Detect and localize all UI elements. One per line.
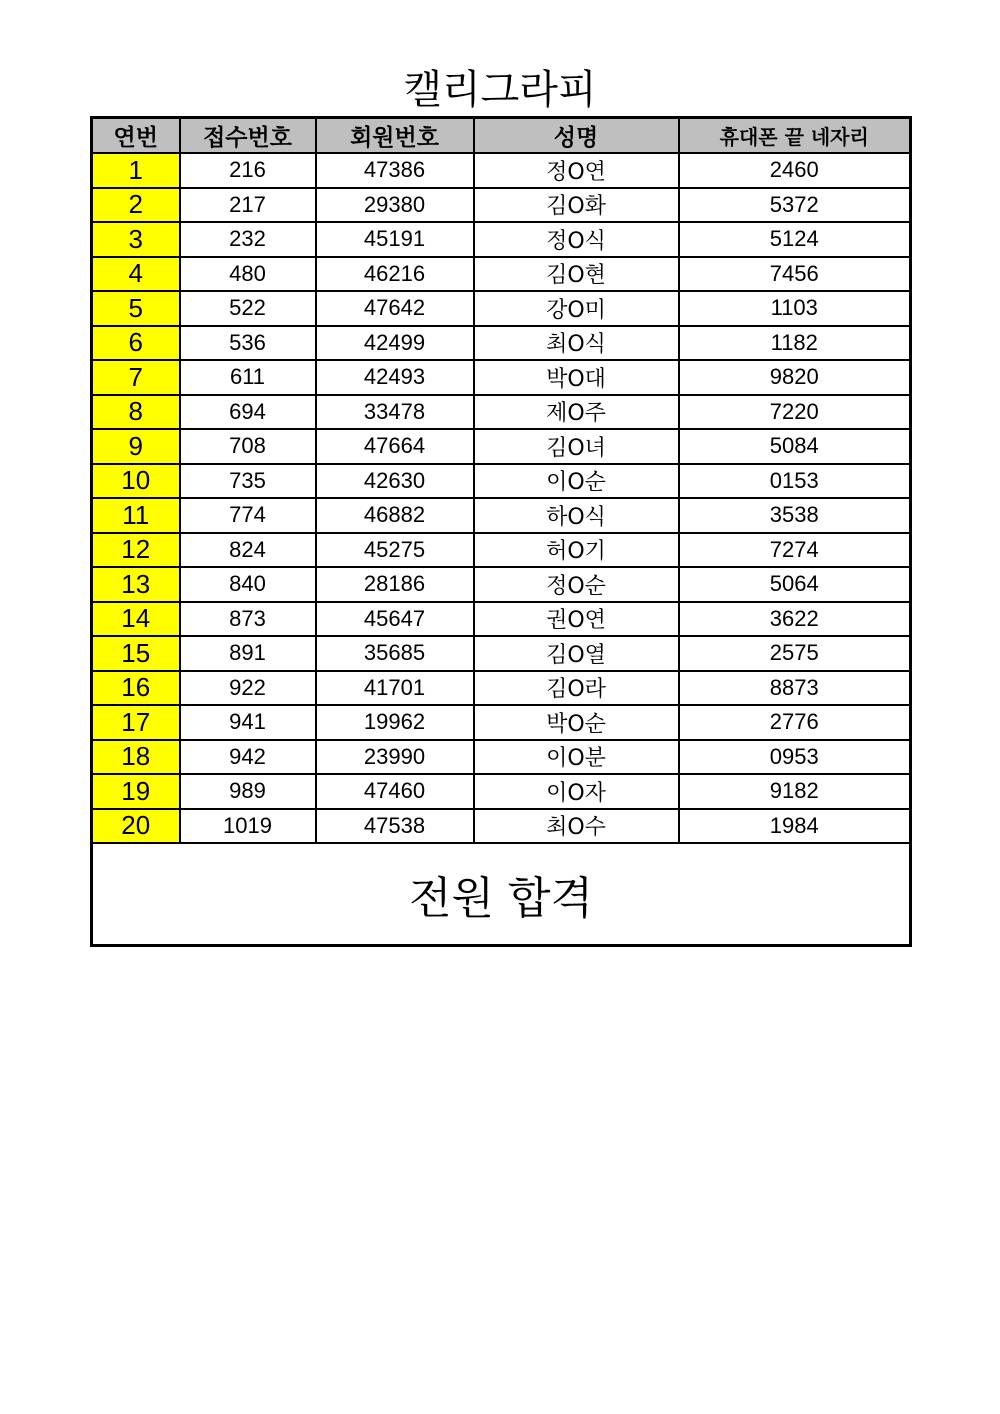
name-cell: 박O순 bbox=[474, 705, 679, 740]
member-number-cell: 42493 bbox=[316, 360, 474, 395]
name-cell: 최O수 bbox=[474, 809, 679, 844]
serial-number-cell: 1 bbox=[92, 153, 180, 188]
phone-last-four-cell: 1182 bbox=[679, 326, 911, 361]
table-row bbox=[92, 464, 911, 499]
table-row bbox=[92, 188, 911, 223]
table-body bbox=[92, 153, 911, 843]
receipt-number-cell: 840 bbox=[180, 567, 316, 602]
member-number-cell: 35685 bbox=[316, 636, 474, 671]
table-header-row bbox=[92, 118, 911, 154]
footer-row bbox=[92, 843, 911, 946]
receipt-number-cell: 1019 bbox=[180, 809, 316, 844]
member-number-cell: 47386 bbox=[316, 153, 474, 188]
member-number-cell: 45191 bbox=[316, 222, 474, 257]
name-cell: 정O식 bbox=[474, 222, 679, 257]
phone-last-four-cell: 7456 bbox=[679, 257, 911, 292]
serial-number-cell: 11 bbox=[92, 498, 180, 533]
serial-number-cell: 4 bbox=[92, 257, 180, 292]
receipt-number-cell: 989 bbox=[180, 774, 316, 809]
phone-last-four-cell: 5064 bbox=[679, 567, 911, 602]
name-cell: 하O식 bbox=[474, 498, 679, 533]
serial-number-cell: 19 bbox=[92, 774, 180, 809]
phone-last-four-cell: 3538 bbox=[679, 498, 911, 533]
receipt-number-cell: 873 bbox=[180, 602, 316, 637]
name-cell: 김O녀 bbox=[474, 429, 679, 464]
phone-last-four-cell: 7274 bbox=[679, 533, 911, 568]
receipt-number-cell: 708 bbox=[180, 429, 316, 464]
member-number-cell: 28186 bbox=[316, 567, 474, 602]
name-cell: 이O자 bbox=[474, 774, 679, 809]
phone-last-four-cell: 9820 bbox=[679, 360, 911, 395]
name-cell: 정O연 bbox=[474, 153, 679, 188]
serial-number-cell: 7 bbox=[92, 360, 180, 395]
receipt-number-cell: 536 bbox=[180, 326, 316, 361]
phone-last-four-cell: 2575 bbox=[679, 636, 911, 671]
header-member-number: 회원번호 bbox=[316, 118, 474, 154]
member-number-cell: 33478 bbox=[316, 395, 474, 430]
phone-last-four-cell: 0153 bbox=[679, 464, 911, 499]
member-number-cell: 47460 bbox=[316, 774, 474, 809]
table-row bbox=[92, 740, 911, 775]
serial-number-cell: 15 bbox=[92, 636, 180, 671]
table-row bbox=[92, 774, 911, 809]
phone-last-four-cell: 8873 bbox=[679, 671, 911, 706]
receipt-number-cell: 480 bbox=[180, 257, 316, 292]
serial-number-cell: 16 bbox=[92, 671, 180, 706]
phone-last-four-cell: 0953 bbox=[679, 740, 911, 775]
receipt-number-cell: 922 bbox=[180, 671, 316, 706]
member-number-cell: 47642 bbox=[316, 291, 474, 326]
table-row bbox=[92, 291, 911, 326]
table-row bbox=[92, 636, 911, 671]
receipt-number-cell: 611 bbox=[180, 360, 316, 395]
member-number-cell: 23990 bbox=[316, 740, 474, 775]
serial-number-cell: 12 bbox=[92, 533, 180, 568]
receipt-number-cell: 522 bbox=[180, 291, 316, 326]
table-row bbox=[92, 429, 911, 464]
phone-last-four-cell: 3622 bbox=[679, 602, 911, 637]
name-cell: 김O현 bbox=[474, 257, 679, 292]
phone-last-four-cell: 1103 bbox=[679, 291, 911, 326]
name-cell: 김O열 bbox=[474, 636, 679, 671]
name-cell: 최O식 bbox=[474, 326, 679, 361]
name-cell: 정O순 bbox=[474, 567, 679, 602]
table-row bbox=[92, 257, 911, 292]
receipt-number-cell: 824 bbox=[180, 533, 316, 568]
member-number-cell: 47538 bbox=[316, 809, 474, 844]
receipt-number-cell: 891 bbox=[180, 636, 316, 671]
pass-announcement: 전원 합격 bbox=[92, 843, 911, 946]
table-row bbox=[92, 671, 911, 706]
header-name: 성명 bbox=[474, 118, 679, 154]
serial-number-cell: 13 bbox=[92, 567, 180, 602]
receipt-number-cell: 232 bbox=[180, 222, 316, 257]
phone-last-four-cell: 5084 bbox=[679, 429, 911, 464]
serial-number-cell: 3 bbox=[92, 222, 180, 257]
member-number-cell: 47664 bbox=[316, 429, 474, 464]
member-number-cell: 29380 bbox=[316, 188, 474, 223]
member-number-cell: 19962 bbox=[316, 705, 474, 740]
results-table bbox=[90, 116, 912, 947]
phone-last-four-cell: 9182 bbox=[679, 774, 911, 809]
table-row bbox=[92, 222, 911, 257]
serial-number-cell: 2 bbox=[92, 188, 180, 223]
member-number-cell: 46882 bbox=[316, 498, 474, 533]
serial-number-cell: 9 bbox=[92, 429, 180, 464]
table-row bbox=[92, 498, 911, 533]
table-row bbox=[92, 705, 911, 740]
header-receipt-number: 접수번호 bbox=[180, 118, 316, 154]
name-cell: 이O분 bbox=[474, 740, 679, 775]
member-number-cell: 42630 bbox=[316, 464, 474, 499]
receipt-number-cell: 216 bbox=[180, 153, 316, 188]
phone-last-four-cell: 5372 bbox=[679, 188, 911, 223]
serial-number-cell: 10 bbox=[92, 464, 180, 499]
header-phone-last-four: 휴대폰 끝 네자리 bbox=[679, 118, 911, 154]
phone-last-four-cell: 1984 bbox=[679, 809, 911, 844]
name-cell: 김O화 bbox=[474, 188, 679, 223]
serial-number-cell: 18 bbox=[92, 740, 180, 775]
table-row bbox=[92, 326, 911, 361]
member-number-cell: 41701 bbox=[316, 671, 474, 706]
serial-number-cell: 20 bbox=[92, 809, 180, 844]
name-cell: 제O주 bbox=[474, 395, 679, 430]
name-cell: 허O기 bbox=[474, 533, 679, 568]
table-row bbox=[92, 602, 911, 637]
receipt-number-cell: 941 bbox=[180, 705, 316, 740]
serial-number-cell: 17 bbox=[92, 705, 180, 740]
table-row bbox=[92, 809, 911, 844]
serial-number-cell: 14 bbox=[92, 602, 180, 637]
page-title: 캘리그라피 bbox=[403, 67, 597, 113]
receipt-number-cell: 942 bbox=[180, 740, 316, 775]
name-cell: 강O미 bbox=[474, 291, 679, 326]
phone-last-four-cell: 2776 bbox=[679, 705, 911, 740]
phone-last-four-cell: 2460 bbox=[679, 153, 911, 188]
name-cell: 이O순 bbox=[474, 464, 679, 499]
name-cell: 김O라 bbox=[474, 671, 679, 706]
member-number-cell: 45647 bbox=[316, 602, 474, 637]
name-cell: 권O연 bbox=[474, 602, 679, 637]
receipt-number-cell: 694 bbox=[180, 395, 316, 430]
receipt-number-cell: 735 bbox=[180, 464, 316, 499]
header-serial-number: 연번 bbox=[92, 118, 180, 154]
table-row bbox=[92, 395, 911, 430]
phone-last-four-cell: 7220 bbox=[679, 395, 911, 430]
phone-last-four-cell: 5124 bbox=[679, 222, 911, 257]
member-number-cell: 45275 bbox=[316, 533, 474, 568]
receipt-number-cell: 217 bbox=[180, 188, 316, 223]
table-row bbox=[92, 533, 911, 568]
receipt-number-cell: 774 bbox=[180, 498, 316, 533]
table-row bbox=[92, 153, 911, 188]
serial-number-cell: 6 bbox=[92, 326, 180, 361]
name-cell: 박O대 bbox=[474, 360, 679, 395]
serial-number-cell: 8 bbox=[92, 395, 180, 430]
table-row bbox=[92, 360, 911, 395]
table-row bbox=[92, 567, 911, 602]
member-number-cell: 42499 bbox=[316, 326, 474, 361]
member-number-cell: 46216 bbox=[316, 257, 474, 292]
serial-number-cell: 5 bbox=[92, 291, 180, 326]
